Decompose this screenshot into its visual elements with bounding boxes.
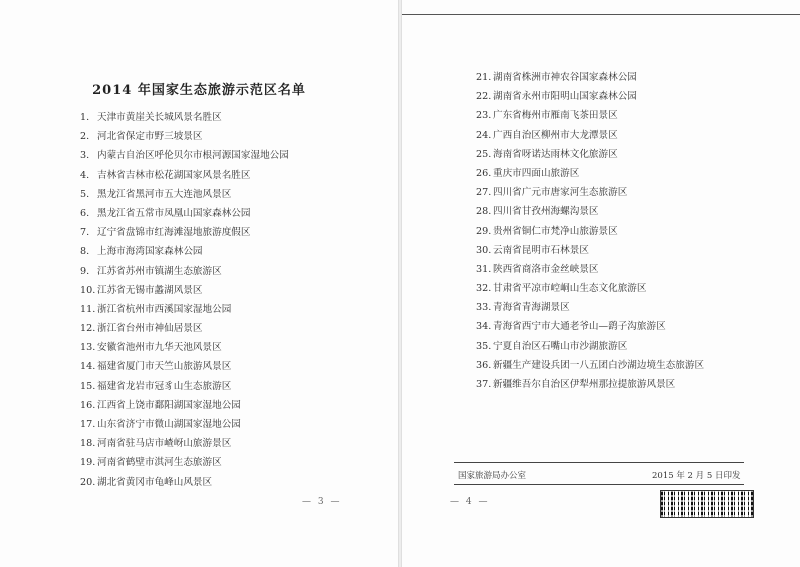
list-item-name: 福建省厦门市天竺山旅游风景区 bbox=[97, 361, 232, 373]
list-item-number: 26. bbox=[476, 167, 492, 179]
list-item-name: 江苏省苏州市镇湖生态旅游区 bbox=[97, 265, 222, 277]
list-item-name: 四川省广元市唐家河生态旅游区 bbox=[493, 187, 628, 199]
list-item bbox=[80, 204, 289, 223]
list-item bbox=[476, 279, 704, 298]
footer-issuing-office: 国家旅游局办公室 bbox=[458, 471, 527, 481]
list-item bbox=[476, 145, 704, 164]
list-item bbox=[80, 415, 289, 434]
list-item-number: 33. bbox=[476, 302, 492, 314]
list-item bbox=[80, 300, 289, 319]
list-item-name: 甘肃省平凉市崆峒山生态文化旅游区 bbox=[493, 283, 647, 295]
scenic-area-list-right bbox=[476, 68, 704, 394]
list-item-name: 江西省上饶市鄱阳湖国家湿地公园 bbox=[97, 399, 241, 411]
list-item-name: 内蒙古自治区呼伦贝尔市根河源国家湿地公园 bbox=[97, 150, 289, 162]
list-item bbox=[80, 319, 289, 338]
list-item-number: 15. bbox=[80, 380, 96, 392]
list-item-name: 青海省西宁市大通老爷山—鹞子沟旅游区 bbox=[493, 321, 666, 333]
list-item bbox=[80, 146, 289, 165]
list-item-name: 广东省梅州市雁南飞茶田景区 bbox=[493, 110, 618, 122]
scenic-area-list-left bbox=[80, 108, 289, 492]
list-item bbox=[80, 377, 289, 396]
list-item bbox=[476, 298, 704, 317]
list-item-name: 湖北省黄冈市龟峰山风景区 bbox=[97, 476, 213, 488]
list-item-name: 河南省鹤壁市淇河生态旅游区 bbox=[97, 457, 222, 469]
list-item bbox=[476, 126, 704, 145]
list-item-name: 重庆市四面山旅游区 bbox=[493, 167, 580, 179]
list-item bbox=[80, 262, 289, 281]
footer-rule-bottom bbox=[454, 484, 744, 485]
list-item-name: 江苏省无锡市蠡湖风景区 bbox=[97, 284, 203, 296]
list-item-number: 9. bbox=[80, 265, 90, 277]
right-page bbox=[402, 0, 800, 567]
list-item-number: 14. bbox=[80, 361, 96, 373]
list-item bbox=[80, 396, 289, 415]
page-number-left: — 3 — bbox=[302, 497, 342, 507]
document-title: 2014 年国家生态旅游示范区名单 bbox=[92, 83, 306, 98]
list-item-number: 11. bbox=[80, 303, 96, 315]
list-item-number: 1. bbox=[80, 112, 90, 123]
list-item-name: 新疆维吾尔自治区伊犁州那拉提旅游风景区 bbox=[493, 379, 676, 390]
list-item-name: 青海省青海湖景区 bbox=[493, 302, 570, 314]
list-item bbox=[476, 222, 704, 241]
list-item-number: 16. bbox=[80, 399, 96, 411]
list-item-name: 广西自治区柳州市大龙潭景区 bbox=[493, 129, 618, 141]
list-item-number: 5. bbox=[80, 188, 90, 200]
list-item bbox=[476, 183, 704, 202]
left-page bbox=[0, 0, 398, 567]
list-item-name: 上海市海湾国家森林公园 bbox=[97, 246, 203, 258]
list-item-number: 31. bbox=[476, 263, 492, 275]
list-item-number: 22. bbox=[476, 91, 492, 103]
list-item-name: 山东省济宁市微山湖国家湿地公园 bbox=[97, 419, 241, 430]
list-item-number: 20. bbox=[80, 476, 96, 488]
top-rule bbox=[402, 14, 800, 15]
list-item-number: 19. bbox=[80, 457, 96, 469]
list-item-number: 17. bbox=[80, 419, 96, 430]
footer-rule-top bbox=[454, 462, 744, 463]
footer-issue-date: 2015 年 2 月 5 日印发 bbox=[652, 471, 741, 481]
list-item-name: 海南省呀诺达雨林文化旅游区 bbox=[493, 148, 618, 160]
list-item bbox=[476, 241, 704, 260]
list-item-number: 24. bbox=[476, 129, 492, 141]
list-item-number: 8. bbox=[80, 246, 90, 258]
list-item bbox=[80, 242, 289, 261]
list-item-number: 32. bbox=[476, 283, 492, 295]
list-item-number: 13. bbox=[80, 342, 96, 354]
list-item-name: 云南省昆明市石林景区 bbox=[493, 244, 589, 256]
list-item-name: 贵州省铜仁市梵净山旅游景区 bbox=[493, 225, 618, 237]
list-item bbox=[476, 375, 704, 394]
list-item-number: 28. bbox=[476, 206, 492, 218]
list-item bbox=[80, 338, 289, 357]
list-item bbox=[476, 356, 704, 375]
list-item bbox=[476, 202, 704, 221]
page-number-right: — 4 — bbox=[450, 497, 490, 507]
list-item bbox=[80, 166, 289, 185]
list-item bbox=[80, 127, 289, 146]
list-item-number: 4. bbox=[80, 169, 90, 181]
list-item-name: 安徽省池州市九华天池风景区 bbox=[97, 342, 222, 354]
list-item-name: 黑龙江省黑河市五大连池风景区 bbox=[97, 188, 232, 200]
list-item-name: 浙江省台州市神仙居景区 bbox=[97, 323, 203, 335]
list-item-name: 天津市黄崖关长城风景名胜区 bbox=[97, 112, 222, 123]
list-item bbox=[80, 453, 289, 472]
list-item-number: 30. bbox=[476, 244, 492, 256]
list-item-number: 6. bbox=[80, 207, 90, 219]
list-item bbox=[476, 68, 704, 87]
list-item-number: 12. bbox=[80, 323, 96, 335]
list-item bbox=[476, 164, 704, 183]
list-item-number: 36. bbox=[476, 359, 492, 371]
list-item-number: 29. bbox=[476, 225, 492, 237]
list-item-number: 3. bbox=[80, 150, 90, 162]
list-item-name: 河北省保定市野三坡景区 bbox=[97, 131, 203, 143]
list-item-number: 35. bbox=[476, 340, 492, 352]
list-item-name: 福建省龙岩市冠豸山生态旅游区 bbox=[97, 380, 232, 392]
list-item-name: 宁夏自治区石嘴山市沙湖旅游区 bbox=[493, 340, 628, 352]
list-item-number: 34. bbox=[476, 321, 492, 333]
list-item-number: 7. bbox=[80, 227, 90, 239]
list-item bbox=[80, 434, 289, 453]
list-item-name: 新疆生产建设兵团一八五团白沙湖边境生态旅游区 bbox=[493, 359, 705, 371]
list-item-name: 湖南省株洲市神农谷国家森林公园 bbox=[493, 72, 637, 83]
list-item-name: 四川省甘孜州海螺沟景区 bbox=[493, 206, 599, 218]
list-item-number: 21. bbox=[476, 72, 492, 83]
list-item bbox=[80, 108, 289, 127]
list-item bbox=[476, 87, 704, 106]
list-item-number: 2. bbox=[80, 131, 90, 143]
list-item bbox=[476, 317, 704, 336]
list-item-name: 黑龙江省五常市凤凰山国家森林公园 bbox=[97, 207, 251, 219]
list-item-number: 27. bbox=[476, 187, 492, 199]
barcode-image bbox=[660, 490, 754, 518]
list-item bbox=[476, 260, 704, 279]
list-item-name: 陕西省商洛市金丝峡景区 bbox=[493, 263, 599, 275]
list-item-number: 37. bbox=[476, 379, 492, 390]
list-item-number: 10. bbox=[80, 284, 96, 296]
list-item bbox=[80, 185, 289, 204]
list-item bbox=[80, 357, 289, 376]
list-item-name: 浙江省杭州市西溪国家湿地公园 bbox=[97, 303, 232, 315]
list-item-name: 辽宁省盘锦市红海滩湿地旅游度假区 bbox=[97, 227, 251, 239]
list-item bbox=[476, 337, 704, 356]
list-item bbox=[80, 223, 289, 242]
list-item-number: 23. bbox=[476, 110, 492, 122]
list-item-name: 湖南省永州市阳明山国家森林公园 bbox=[493, 91, 637, 103]
list-item bbox=[80, 281, 289, 300]
list-item-number: 18. bbox=[80, 438, 96, 450]
list-item-number: 25. bbox=[476, 148, 492, 160]
list-item bbox=[476, 106, 704, 125]
list-item bbox=[80, 473, 289, 492]
list-item-name: 河南省驻马店市嵖岈山旅游景区 bbox=[97, 438, 232, 450]
list-item-name: 吉林省吉林市松花湖国家风景名胜区 bbox=[97, 169, 251, 181]
